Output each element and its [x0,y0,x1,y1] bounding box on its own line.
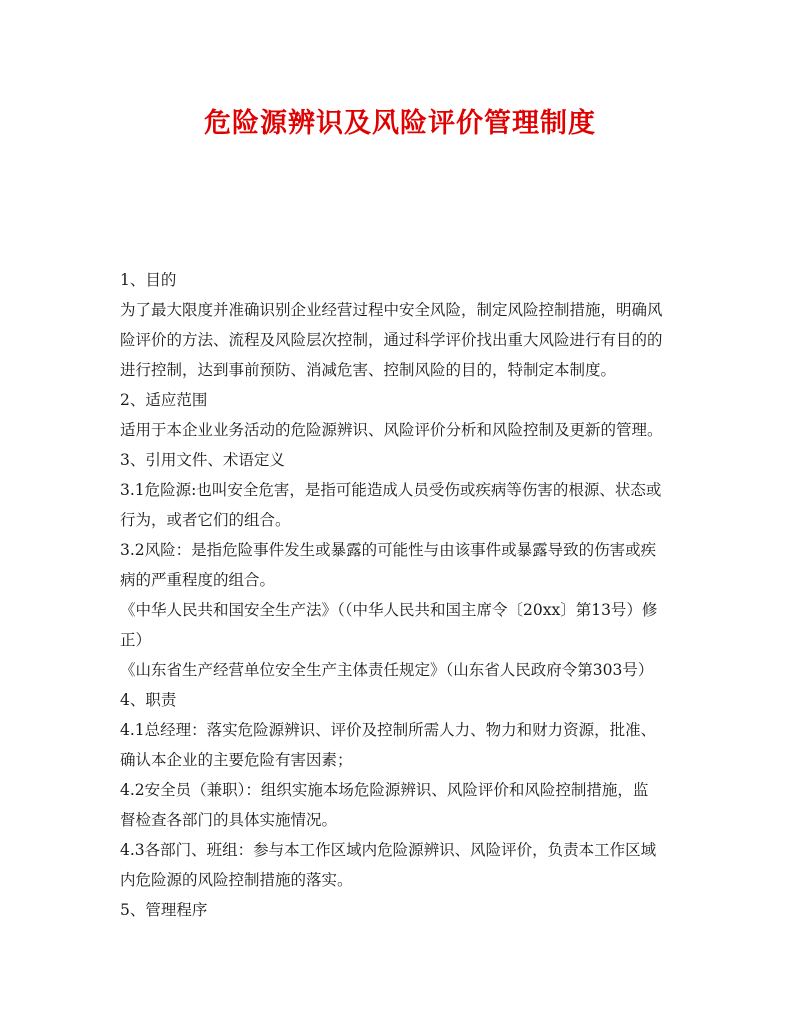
text-line: 3、引用文件、术语定义 [120,451,285,469]
text-line: 2、适应范围 [120,391,208,409]
text-line: 正） [120,631,152,649]
text-line: 适用于本企业业务活动的危险源辨识、风险评价分析和风险控制及更新的管理。 [120,421,663,439]
text-line: 内危险源的风险控制措施的落实。 [120,871,353,889]
text-line: 4.3各部门、班组：参与本工作区域内危险源辨识、风险评价，负责本工作区域 [120,841,657,859]
text-line: 行为，或者它们的组合。 [120,511,291,529]
text-line: 1、目的 [120,271,177,289]
text-line: 4.2安全员（兼职）：组织实施本场危险源辨识、风险评价和风险控制措施，监 [120,781,649,799]
text-line: 3.2风险：是指危险事件发生或暴露的可能性与由该事件或暴露导致的伤害或疾 [120,541,657,559]
text-line: 《山东省生产经营单位安全生产主体责任规定》（山东省人民政府令第303号） [120,661,654,679]
text-line: 3.1危险源:也叫安全危害，是指可能造成人员受伤或疾病等伤害的根源、状态或 [120,481,662,499]
text-line: 确认本企业的主要危险有害因素； [120,751,353,769]
document-title: 危险源辨识及风险评价管理制度 [204,108,596,139]
text-line: 《中华人民共和国安全生产法》（（中华人民共和国主席令〔20xx〕第13号）修 [120,601,658,619]
text-line: 病的严重程度的组合。 [120,571,276,589]
text-line: 进行控制，达到事前预防、消减危害、控制风险的目的，特制定本制度。 [120,361,617,379]
text-line: 4、职责 [120,691,177,709]
document-body [120,265,680,925]
text-line: 5、管理程序 [120,901,208,919]
text-line: 险评价的方法、流程及风险层次控制，通过科学评价找出重大风险进行有目的的 [120,331,663,349]
text-line: 4.1总经理：落实危险源辨识、评价及控制所需人力、物力和财力资源，批准、 [120,721,657,739]
text-line: 为了最大限度并准确识别企业经营过程中安全风险，制定风险控制措施，明确风 [120,301,663,319]
text-line: 督检查各部门的具体实施情况。 [120,811,338,829]
